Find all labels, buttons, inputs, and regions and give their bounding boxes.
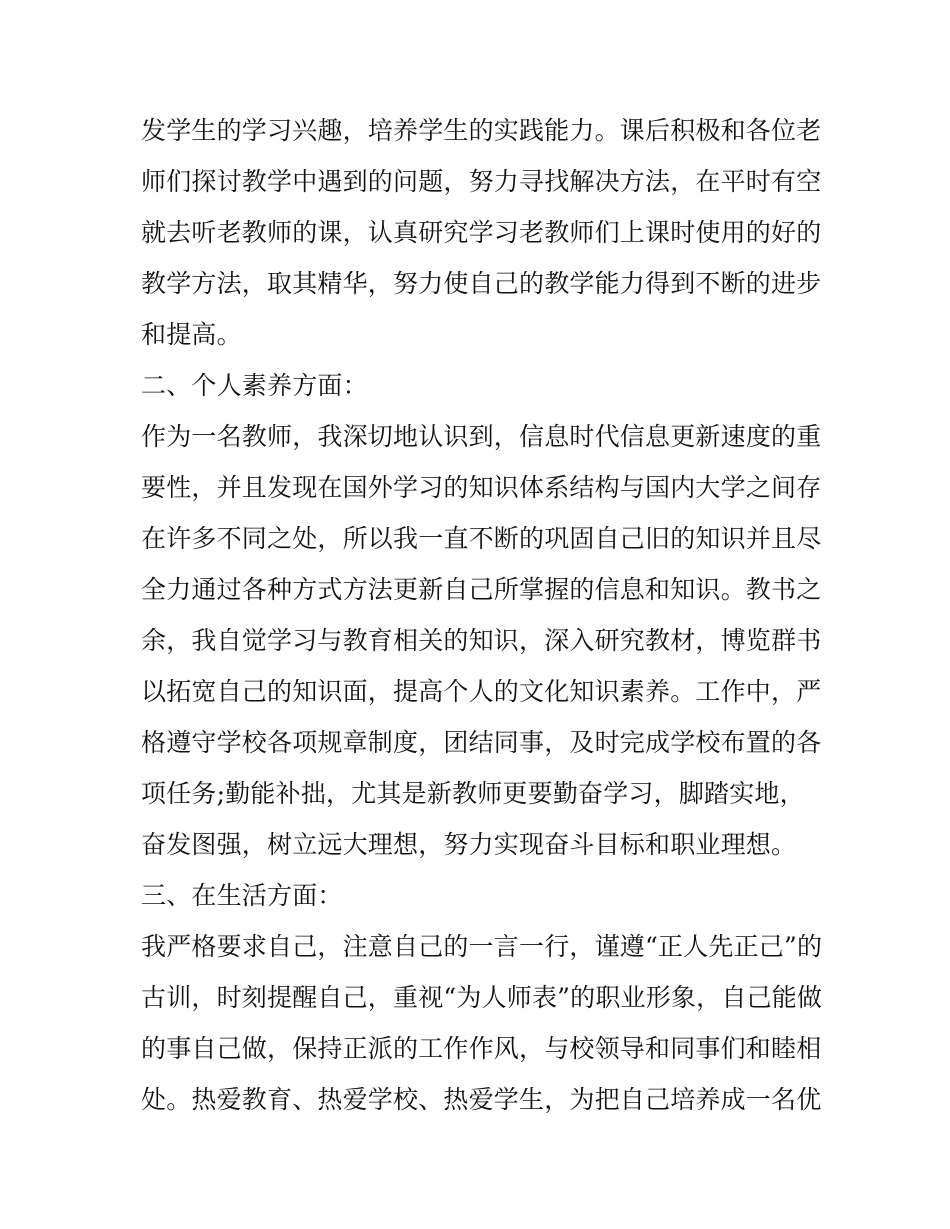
text-line: 以拓宽自己的知识面，提高个人的文化知识素养。工作中，严 xyxy=(141,677,822,706)
text-line: 格遵守学校各项规章制度，团结同事，及时完成学校布置的各 xyxy=(141,728,822,757)
text-line: 和提高。 xyxy=(141,320,242,349)
text-line: 作为一名教师，我深切地认识到，信息时代信息更新速度的重 xyxy=(141,422,822,451)
text-line: 我严格要求自己，注意自己的一言一行，谨遵“正人先正己”的 xyxy=(141,932,823,961)
text-line: 处。热爱教育、热爱学校、热爱学生，为把自己培养成一名优 xyxy=(141,1085,822,1114)
text-line: 发学生的学习兴趣，培养学生的实践能力。课后积极和各位老 xyxy=(141,116,822,145)
text-line: 奋发图强，树立远大理想，努力实现奋斗目标和职业理想。 xyxy=(141,830,797,859)
text-line: 项任务;勤能补拙，尤其是新教师更要勤奋学习，脚踏实地， xyxy=(141,779,805,808)
text-line: 的事自己做，保持正派的工作作风，与校领导和同事们和睦相 xyxy=(141,1034,822,1063)
body-text xyxy=(141,105,821,1125)
text-line: 要性，并且发现在国外学习的知识体系结构与国内大学之间存 xyxy=(141,473,822,502)
text-line: 古训，时刻提醒自己，重视“为人师表”的职业形象，自己能做 xyxy=(141,983,823,1012)
text-line: 全力通过各种方式方法更新自己所掌握的信息和知识。教书之 xyxy=(141,575,822,604)
section-heading-life: 三、在生活方面： xyxy=(141,881,343,910)
text-line: 教学方法，取其精华，努力使自己的教学能力得到不断的进步 xyxy=(141,269,822,298)
text-line: 在许多不同之处，所以我一直不断的巩固自己旧的知识并且尽 xyxy=(141,524,822,553)
text-line: 余，我自觉学习与教育相关的知识，深入研究教材，博览群书 xyxy=(141,626,822,655)
text-line: 师们探讨教学中遇到的问题，努力寻找解决方法，在平时有空 xyxy=(141,167,822,196)
section-heading-personal-quality: 二、个人素养方面： xyxy=(141,371,368,400)
text-line: 就去听老教师的课，认真研究学习老教师们上课时使用的好的 xyxy=(141,218,822,247)
